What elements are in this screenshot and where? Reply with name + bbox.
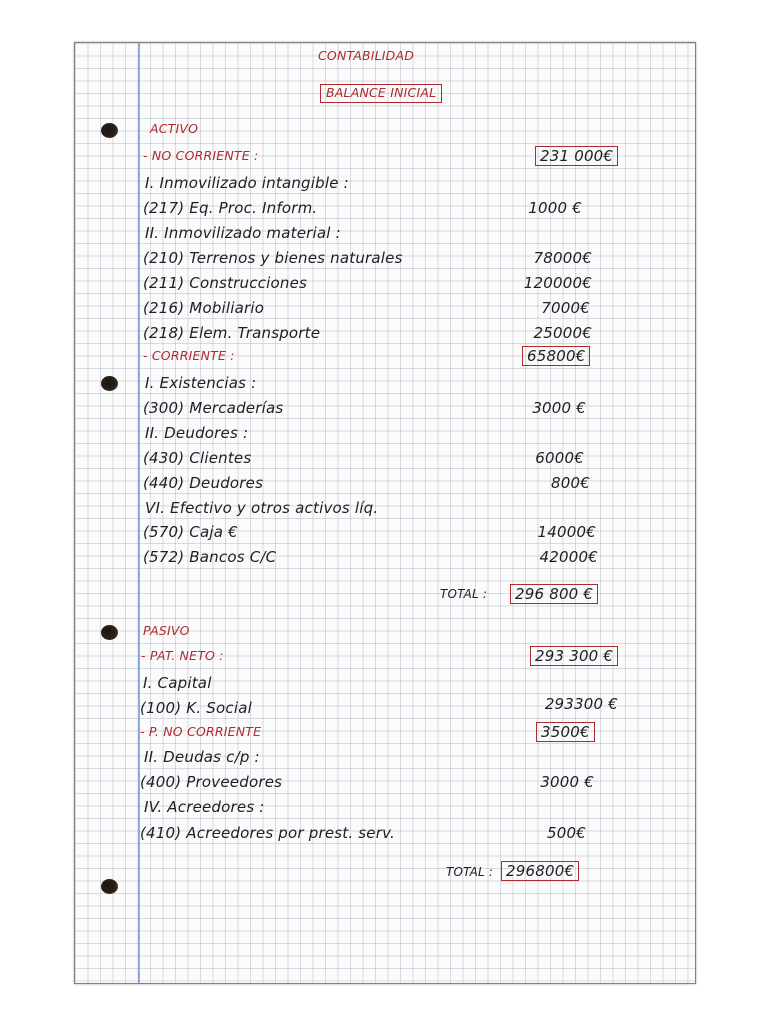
pat-neto-total: 293 300 €	[530, 646, 618, 666]
row-label: (217) Eq. Proc. Inform.	[143, 199, 318, 217]
row-label: (216) Mobiliario	[143, 299, 265, 317]
row-amount: 500€	[547, 824, 586, 842]
row-label: (300) Mercaderías	[143, 399, 284, 417]
page-title: CONTABILIDAD	[318, 48, 415, 63]
row-label: (211) Construcciones	[143, 274, 308, 292]
row-amount: 42000€	[539, 548, 598, 566]
row-label: (400) Proveedores	[140, 773, 283, 791]
row-label: (100) K. Social	[140, 699, 252, 717]
punch-hole	[101, 625, 118, 640]
row-amount: 14000€	[537, 523, 596, 541]
activo-corriente-label: - CORRIENTE :	[143, 348, 235, 363]
activo-total-label: TOTAL :	[440, 587, 488, 601]
row-amount: 1000 €	[528, 199, 582, 217]
row-amount: 3000 €	[532, 399, 586, 417]
pat-neto-label: - PAT. NETO :	[141, 648, 224, 663]
efectivo-heading: VI. Efectivo y otros activos líq.	[145, 499, 379, 517]
acreedores-heading: IV. Acreedores :	[144, 798, 265, 816]
row-label: (210) Terrenos y bienes naturales	[143, 249, 403, 267]
inmovilizado-material-heading: II. Inmovilizado material :	[145, 224, 341, 242]
row-amount: 800€	[551, 474, 590, 492]
pasivo-total-label: TOTAL :	[446, 865, 494, 879]
page-subtitle: BALANCE INICIAL	[320, 84, 442, 103]
existencias-heading: I. Existencias :	[145, 374, 257, 392]
activo-heading: ACTIVO	[150, 121, 199, 136]
punch-hole	[101, 376, 118, 391]
row-label: (570) Caja €	[143, 523, 238, 541]
row-label: (410) Acreedores por prest. serv.	[140, 824, 395, 842]
row-amount: 25000€	[533, 324, 592, 342]
activo-corriente-total: 65800€	[522, 346, 590, 366]
row-amount: 7000€	[541, 299, 590, 317]
row-amount: 3000 €	[540, 773, 594, 791]
activo-no-corriente-label: - NO CORRIENTE :	[143, 148, 259, 163]
row-label: (440) Deudores	[143, 474, 264, 492]
row-amount: 120000€	[523, 274, 592, 292]
margin-line	[138, 43, 140, 983]
pasivo-total: 296800€	[501, 861, 579, 881]
row-label: (218) Elem. Transporte	[143, 324, 321, 342]
pasivo-no-corriente-label: - P. NO CORRIENTE	[140, 724, 262, 739]
punch-hole	[101, 879, 118, 894]
row-amount: 293300 €	[544, 695, 618, 713]
row-amount: 6000€	[535, 449, 584, 467]
activo-no-corriente-total: 231 000€	[535, 146, 618, 166]
capital-heading: I. Capital	[143, 674, 212, 692]
pasivo-no-corriente-total: 3500€	[536, 722, 595, 742]
row-amount: 78000€	[533, 249, 592, 267]
deudas-heading: II. Deudas c/p :	[144, 748, 260, 766]
inmovilizado-intangible-heading: I. Inmovilizado intangible :	[145, 174, 349, 192]
deudores-heading: II. Deudores :	[145, 424, 249, 442]
pasivo-heading: PASIVO	[143, 623, 190, 638]
activo-total: 296 800 €	[510, 584, 598, 604]
row-label: (430) Clientes	[143, 449, 252, 467]
punch-hole	[101, 123, 118, 138]
row-label: (572) Bancos C/C	[143, 548, 277, 566]
